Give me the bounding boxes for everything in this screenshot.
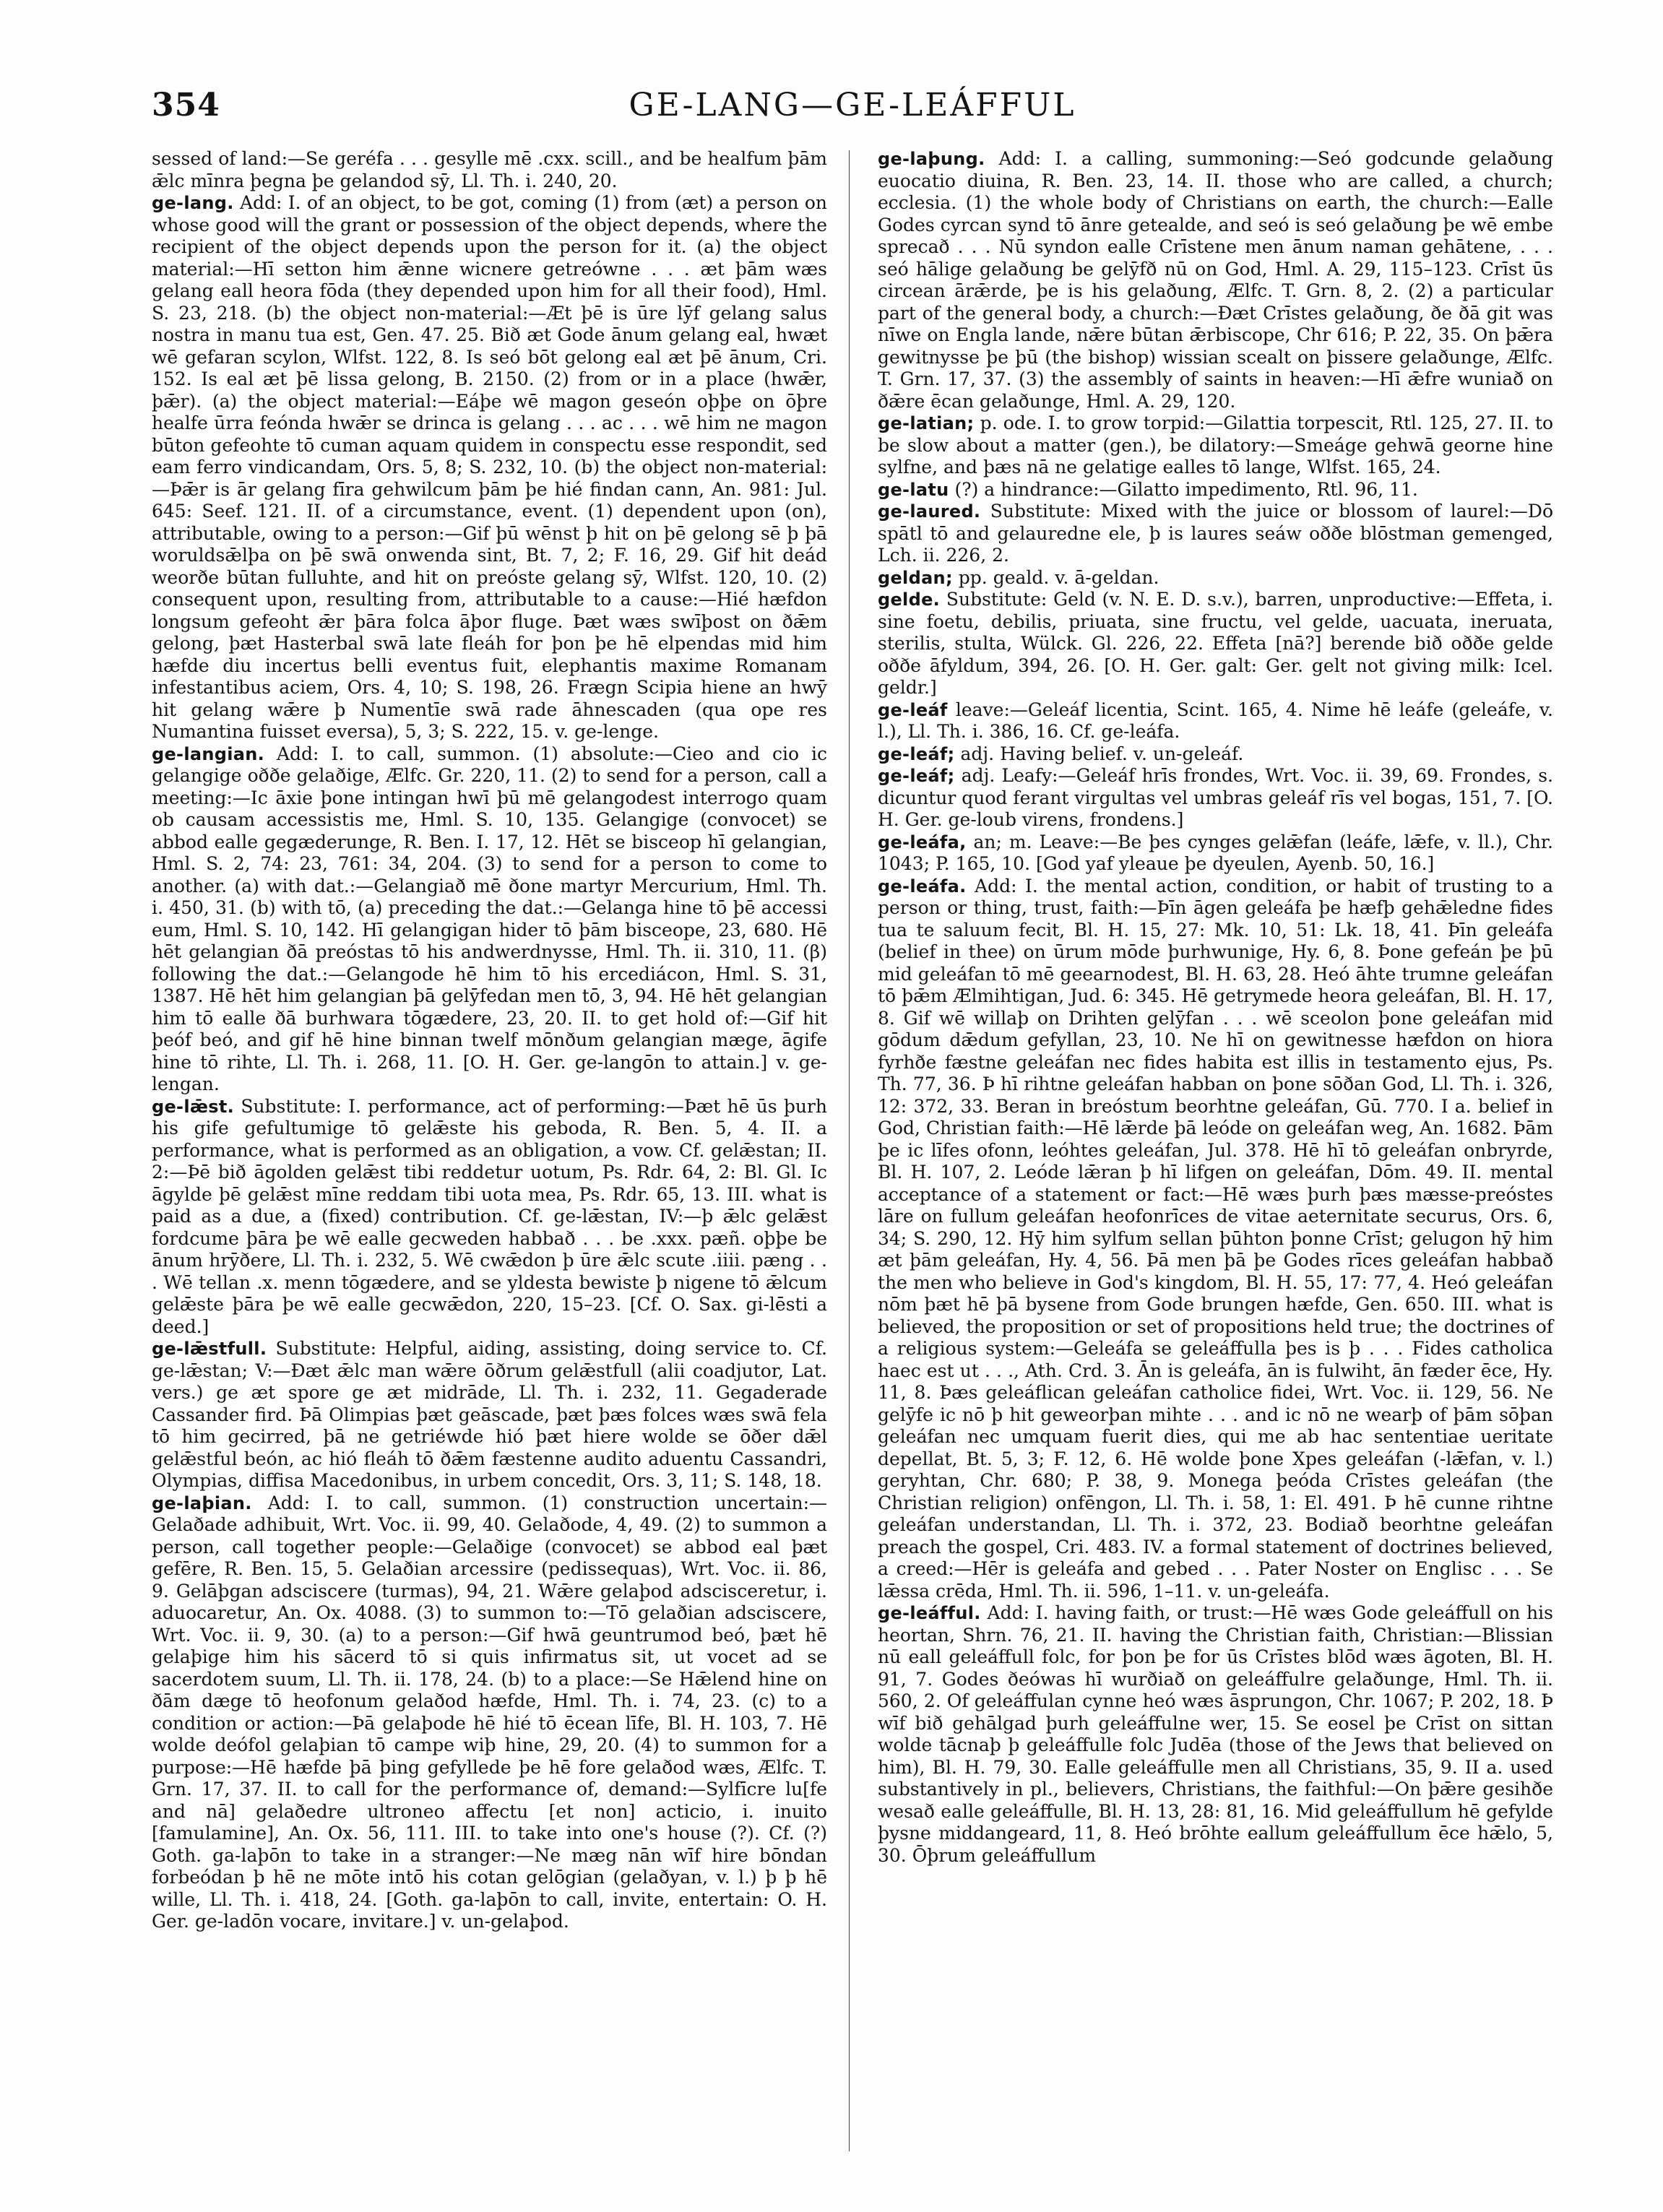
entry-headword: ge-latu xyxy=(878,479,949,500)
entry-text: pp. geald. v. ā-geldan. xyxy=(958,566,1159,588)
entry-headword: ge-laþian. xyxy=(152,1492,252,1513)
entry-headword: ge-lǣst. xyxy=(152,1096,235,1117)
dictionary-entry xyxy=(878,567,1553,589)
entry-headword: ge-leáfful. xyxy=(878,1603,981,1623)
entry-text: (?) a hindrance:—Gilatto impedimento, Rtl. 96, 11. xyxy=(954,478,1418,500)
entry-text: Add: I. a calling, summoning:—Seó godcunde gelaðung euocatio diuina, R. Ben. 23, 14. II. those who are called, a church; ecclesia. (1) the whole body of Christians on earth, the church:—Ealle Godes cyrcan synd tō ānre getealde, and seó is seó gelaðung þe wē embe sprecað . . . Nū syndon ealle Crīstene men ānum naman gehātene, . . . seó hālige gelaðung be gelȳfð nū on God, Hml. A. 29, 115–123. Crīst ūs circean ārǣrde, þe is his gelaðung, Ælfc. T. Grn. 8, 2. (2) a particular part of the general body, a church:—Ðæt Crīstes gelaðung, ðe ðā git was nīwe on Engla lande, nǣre būtan ǣrbiscope, Chr 616; P. 22, 35. On þǣra gewitnysse þe þū (the bishop) wissian scealt on þissere gelaðunge, Ælfc. T. Grn. 17, 37. (3) the assembly of saints in heaven:—Hī ǣfre wuniað on ðǣre ēcan gelaðunge, Hml. A. 29, 120. xyxy=(878,148,1554,412)
entry-text: Add: I. to call, summon. (1) construction uncertain:—Gelaðade adhibuit, Wrt. Voc. ii. 99, 40. Gelaðode, 4, 49. (2) to summon a person, call together people:—Gelaðige (convocet) se abbod eal þæt gefēre, R. Ben. 15, 5. Gelaðian arcessire (pedissequas), Wrt. Voc. ii. 86, 9. Gelāþgan adsciscere (turmas), 94, 21. Wǣre gelaþod adscisceretur, i. aduocaretur, An. Ox. 4088. (3) to summon to:—Tō gelaðian adsciscere, Wrt. Voc. ii. 9, 30. (a) to a person:—Gif hwā geuntrumod beó, þæt hē gelaþige him his sācerd tō si quis infirmatus sit, ut vocet ad se sacerdotem suum, Ll. Th. ii. 178, 24. (b) to a place:—Se Hǣlend hine on ðām dæge tō heofonum gelaðod hæfde, Hml. Th. i. 74, 23. (c) to a condition or action:—Þā gelaþode hē hié tō ēcean līfe, Bl. H. 103, 7. Hē wolde deófol gelaþian tō campe wiþ hine, 29, 20. (4) to summon for a purpose:—Hē hæfde þā þing gefyllede þe hē fore gelaðod wæs, Ælfc. T. Grn. 17, 37. II. to call for the performance of, demand:—Sylfīcre lu[fe and nā] gelaðedre ultroneo affectu [et non] acticio, i. inuito [famulamine], An. Ox. 56, 111. III. to take into one's house (?). Cf. (?) Goth. ga-laþōn to take in a stranger:—Ne mæg nān wīf hire bōndan forbeódan þ hē ne mōte intō his cotan gelōgian (gelaðyan, v. l.) þ þ hē wille, Ll. Th. i. 418, 24. [Goth. ga-laþōn to call, invite, entertain: O. H. Ger. ge-ladōn vocare, invitare.] v. un-gelaþod. xyxy=(152,1492,827,1932)
entry-headword: ge-leáf; xyxy=(878,766,955,786)
entry-headword: ge-leáfa, xyxy=(878,831,967,852)
left-column xyxy=(152,148,827,1933)
dictionary-entry xyxy=(152,1338,827,1492)
dictionary-entry xyxy=(152,192,827,743)
dictionary-entry xyxy=(878,412,1553,479)
dictionary-entry xyxy=(878,501,1553,567)
entry-text: Substitute: Helpful, aiding, assisting, doing service to. Cf. ge-lǣstan; V:—Ðæt ǣlc man wǣre ōðrum gelǣstfull (alii coadjutor, Lat. vers.) ge æt spore ge æt midrāde, Ll. Th. i. 232, 11. Gegaderade Cassander fird. Þā Olimpias þæt geāscade, þæt þæs folces wæs swā fela tō him gecirred, þā ne getriéwde hió þæt hiere wolde se ōðer dǣl gelǣstful beón, ac hió fleáh tō ðǣm fæstenne audito aduentu Cassandri, Olympias, diffisa Macedonibus, in urbem concedit, Ors. 3, 11; S. 148, 18. xyxy=(152,1338,827,1491)
entry-headword: gelde. xyxy=(878,589,941,610)
dictionary-entry xyxy=(878,589,1553,699)
dictionary-entry xyxy=(878,1602,1553,1867)
dictionary-entry xyxy=(878,699,1553,743)
entry-headword: ge-langian. xyxy=(152,743,265,764)
entry-text: sessed of land:—Se geréfa . . . gesylle mē .cxx. scill., and be healfum þām ǣlc mīnra þegna þe gelandod sȳ, Ll. Th. i. 240, 20. xyxy=(152,148,827,191)
entry-text: leave:—Geleáf licentia, Scint. 165, 4. Nime hē leáfe (geleáfe, v. l.), Ll. Th. i. 386, 16. Cf. ge-leáfa. xyxy=(878,699,1553,742)
entry-text: Add: I. to call, summon. (1) absolute:—Cieo and cio ic gelangige oððe gelaðige, Ælfc. Gr. 220, 11. (2) to send for a person, call a meeting:—Ic āxie þone intingan hwī þū mē gelangodest interrogo quam ob causam accessistis me, Hml. S. 10, 135. Gelangige (convocet) se abbod ealle gegæderunge, R. Ben. I. 17, 12. Hēt se bisceop hī gelangian, Hml. S. 2, 74: 23, 761: 34, 204. (3) to send for a person to come to another. (a) with dat.:—Gelangiað mē ðone martyr Mercurium, Hml. Th. i. 450, 31. (b) with tō, (a) preceding the dat.:—Gelanga hine tō þē accessi eum, Hml. S. 10, 142. Hī gelangigan hider tō þām bisceope, 23, 680. Hē hēt gelangian ðā preóstas tō his andwerdnysse, Hml. Th. ii. 310, 11. (β) following the dat.:—Gelangode hē him tō his ercediácon, Hml. S. 31, 1387. Hē hēt him gelangian þā gelȳfedan men tō, 3, 94. Hē hēt gelangian him tō ealle ðā burhwara tōgædere, 23, 20. II. to get hold of:—Gif hit þeóf beó, and gif hē hine binnan twelf mōnðum gelangian mæge, āgife hine tō rihte, Ll. Th. i. 268, 11. [O. H. Ger. ge-langōn to attain.] v. ge-lengan. xyxy=(152,743,827,1094)
entry-text: Add: I. the mental action, condition, or habit of trusting to a person or thing, trust, faith:—Þīn āgen geleáfa þe hæfþ gehǣledne fides tua te saluum fecit, Bl. H. 15, 27: Mk. 10, 51: Lk. 18, 41. Þīn geleáfa (belief in thee) on ūrum mōde þurhwunige, Hy. 6, 8. Þone gefeán þe þū mid geleáfan tō mē geearnodest, Bl. H. 63, 28. Heó āhte trumne geleáfan tō þǣm Ælmihtigan, Jud. 6: 345. Hē getrymede heora geleáfan, Bl. H. 17, 8. Gif wē willaþ on Drihten gelȳfan . . . wē sceolon þone geleáfan mid gōdum dǣdum gefyllan, 23, 10. Ne hī on gewitnesse hæfdon on hiora fyrhðe fæstne geleáfan nec fides habita est illis in testamento ejus, Ps. Th. 77, 36. Þ hī rihtne geleáfan habban on þone sōðan God, Ll. Th. i. 326, 12: 372, 33. Beran in breóstum beorhtne geleáfan, Gū. 770. I a. belief in God, Christian faith:—Hē lǣrde þā leóde on geleáfan weg, An. 1682. Þām þe ic līfes ofonn, leóhtes geleáfan, Jul. 378. Hē hī tō geleáfan onbryrde, Bl. H. 107, 2. Leóde lǣran þ hī lifgen on geleáfan, Dōm. 49. II. mental acceptance of a statement or fact:—Hē wæs þurh þæs mæsse-preóstes lāre on fullum geleáfan heofonrīces de vitae aeternitate securus, Ors. 6, 34; S. 290, 12. Hȳ him sylfum sellan þūhton þonne Crīst; gelugon hȳ him æt þām geleáfan, Hy. 4, 56. Þā men þā þe Godes rīces geleáfan habbað the men who believe in God's kingdom, Bl. H. 55, 17: 77, 4. Heó geleáfan nōm þæt hē þā bysene from Gode brungen hæfde, Gen. 650. III. what is believed, the proposition or set of propositions held true; the doctrines of a religious system:—Geleáfa se geleáffulla þes is þ . . . Fides catholica haec est ut . . ., Ath. Crd. 3. Ān is geleáfa, ān is fulwiht, ān fæder ēce, Hy. 11, 8. Þæs geleáflican geleáfan catholice fidei, Wrt. Voc. ii. 129, 56. Ne gelȳfe ic nō þ hit geweorþan mihte . . . and ic nō ne wearþ of þām sōþan geleáfan nec umquam fuerit dies, qui me ab hac sententiae ueritate depellat, Bt. 5, 3; F. 12, 6. Hē wolde þone Xpes geleáfan (-lǣfan, v. l.) geryhtan, Chr. 680; P. 38, 9. Monega þeóda Crīstes geleáfan (the Christian religion) onfēngon, Ll. Th. i. 58, 1: El. 491. Þ hē cunne rihtne geleáfan understandan, Ll. Th. i. 372, 23. Bodiað beorhtne geleáfan preach the gospel, Cri. 483. IV. a formal statement of doctrines believed, a creed:—Hēr is geleáfa and gebed . . . Pater Noster on Englisc . . . Se lǣssa crēda, Hml. Th. ii. 596, 1–11. v. un-geleáfa. xyxy=(878,875,1553,1602)
dictionary-page xyxy=(152,87,1553,2167)
entry-headword: geldan; xyxy=(878,567,953,588)
entry-headword: ge-lǣstfull. xyxy=(152,1339,267,1359)
entry-text: Substitute: Geld (v. N. E. D. s.v.), barren, unproductive:—Effeta, i. sine foetu, debilis, priuata, sine fructu, vel gelde, uacuata, ineruata, sterilis, stulta, Wülck. Gl. 226, 22. Effeta [nā?] berende bið oððe gelde oððe āfyldum, 394, 26. [O. H. Ger. galt: Ger. gelt not giving milk: Icel. geldr.] xyxy=(878,589,1553,698)
entry-headword: ge-lang. xyxy=(152,193,234,213)
entry-text: adj. Leafy:—Geleáf hrīs frondes, Wrt. Voc. ii. 39, 69. Frondes, s. dicuntur quod ferant virgultas vel umbras geleáf rīs vel bogas, 151, 7. [O. H. Ger. ge-loub virens, frondens.] xyxy=(878,765,1553,830)
dictionary-entry xyxy=(878,148,1553,412)
dictionary-entry xyxy=(878,876,1553,1603)
entry-headword: ge-leáfa. xyxy=(878,876,967,897)
entry-text: Add: I. of an object, to be got, coming (1) from (æt) a person on whose good will the grant or possession of the object depends, where the recipient of the object depends upon the person for it. (a) the object material:—Hī setton him ǣnne wicnere getreówne . . . æt þām wæs gelang eall heora fōda (they depended upon him for all their food), Hml. S. 23, 218. (b) the object non-material:—Æt þē is ūre lȳf gelang salus nostra in manu tua est, Gen. 47. 25. Bið æt Gode ānum gelang eal, hwæt wē gefaran scylon, Wlfst. 122, 8. Is seó bōt gelong eal æt þē ānum, Cri. 152. Is eal æt þē lissa gelong, B. 2150. (2) from or in a place (hwǣr, þǣr). (a) the object material:—Eáþe wē magon geseón oþþe on ōþre healfe ūrra feónda hwǣr se drinca is gelang . . . ac . . . wē him ne magon būton gefeohte tō cuman aquam quidem in conspectu esse respondit, sed eam ferro vindicandam, Ors. 5, 8; S. 232, 10. (b) the object non-material:—Þǣr is ār gelang fīra gehwilcum þām þe hié findan cann, An. 981: Jul. 645: Seef. 121. II. of a circumstance, event. (1) dependent upon (on), attributable, owing to a person:—Gif þū wēnst þ hit on þē gelong sē þ þā woruldsǣlþa on þē swā onwenda sint, Bt. 7, 2; F. 16, 29. Gif hit deád weorðe būtan fulluhte, and hit on preóste gelang sȳ, Wlfst. 120, 10. (2) consequent upon, resulting from, attributable to a cause:—Hié hæfdon longsum gefeoht ǣr þāra folca āþor fluge. Þæt wæs swīþost on ðǣm gelong, þæt Hasterbal swā late fleáh for þon þe hē elpendas mid him hæfde diu incertus belli eventus fuit, elephantis maxime Romanam infestantibus aciem, Ors. 4, 10; S. 198, 26. Frægn Scipia hiene an hwȳ hit gelang wǣre þ Numentīe swā rade āhnescaden (qua ope res Numantina fuisset eversa), 5, 3; S. 222, 15. v. ge-lenge. xyxy=(152,192,827,742)
running-title: GE-LANG—GE-LEÁFFUL xyxy=(629,87,1076,124)
dictionary-entry xyxy=(878,479,1553,501)
entry-headword: ge-leáf; xyxy=(878,743,955,764)
entry-text: adj. Having belief. v. un-geleáf. xyxy=(960,743,1244,764)
dictionary-entry xyxy=(878,765,1553,831)
entry-text: Substitute: I. performance, act of performing:—Þæt hē ūs þurh his gife gefultumige tō gelǣste his geboda, R. Ben. 5, 4. II. a performance, what is performed as an obligation, a vow. Cf. gelǣstan; II. 2:—Þē bið āgolden gelǣst tibi reddetur uotum, Ps. Rdr. 64, 2: Bl. Gl. Ic āgylde þē gelǣst mīne reddam tibi uota mea, Ps. Rdr. 65, 13. III. what is paid as a due, a (fixed) contribution. Cf. ge-lǣstan, IV:—þ ǣlc gelǣst fordcume þāra þe wē ealle gecweden habbað . . . be .xxx. pæñ. oþþe be ānum hrȳðere, Ll. Th. i. 232, 5. Wē cwǣdon þ ūre ǣlc scute .iiii. pæng . . . Wē tellan .x. menn tōgædere, and se yldesta bewiste þ nigene tō ǣlcum gelǣste þāra þe wē ealle gecwǣdon, 220, 15–23. [Cf. O. Sax. gi-lēsti a deed.] xyxy=(152,1095,827,1337)
dictionary-entry xyxy=(152,1492,827,1933)
dictionary-entry xyxy=(152,743,827,1096)
dictionary-entry xyxy=(878,831,1553,876)
page-number: 354 xyxy=(152,87,220,124)
entry-text: Add: I. having faith, or trust:—Hē wæs Gode geleáffull on his heortan, Shrn. 76, 21. II. having the Christian faith, Christian:—Blissian nū eall geleáffull folc, for þon þe for ūs Crīstes blōd wæs āgoten, Bl. H. 91, 7. Godes ðeówas hī wurðiað on geleáffulre gelaðunge, Hml. Th. ii. 560, 2. Of geleáffulan cynne heó wæs āsprungon, Chr. 1067; P. 202, 18. Þ wīf bið gehālgad þurh geleáffulne wer, 15. Se eosel þe Crīst on sittan wolde tācnaþ þ geleáffulle folc Judēa (those of the Jews that believed on him), Bl. H. 79, 30. Ealle geleáffulle men all Christians, 35, 9. II a. used substantively in pl., believers, Christians, the faithful:—On þǣre gesihðe wesað ealle geleáffulle, Bl. H. 13, 28: 81, 16. Mid geleáffullum hē gefylde þysne middangeard, 11, 8. Heó brōhte eallum geleáffullum ēce hǣlo, 5, 30. Ōþrum geleáffullum xyxy=(878,1602,1553,1866)
entry-text: p. ode. I. to grow torpid:—Gilattia torpescit, Rtl. 125, 27. II. to be slow about a matter (gen.), be dilatory:—Smeáge gehwā georne hine sylfne, and þæs nā ne gelatige ealles tō lange, Wlfst. 165, 24. xyxy=(878,412,1554,478)
page-header xyxy=(152,87,1553,137)
entry-headword: ge-laured. xyxy=(878,501,981,522)
dictionary-entry xyxy=(152,1096,827,1339)
entry-headword: ge-latian; xyxy=(878,413,975,433)
columns xyxy=(152,148,1553,1933)
entry-text: an; m. Leave:—Be þes cynges gelǣfan (leáfe, lǣfe, v. ll.), Chr. 1043; P. 165, 10. [God yaf yleaue þe dyeulen, Ayenb. 50, 16.] xyxy=(878,831,1553,874)
right-column xyxy=(878,148,1553,1933)
dictionary-entry xyxy=(878,743,1553,766)
entry-headword: ge-laþung. xyxy=(878,149,985,169)
dictionary-entry xyxy=(152,148,827,192)
entry-headword: ge-leáf xyxy=(878,699,948,720)
entry-text: Substitute: Mixed with the juice or blossom of laurel:—Dō spātl tō and gelauredne ele, þ is laures seáw oððe blōstman gemenged, Lch. ii. 226, 2. xyxy=(878,501,1553,566)
